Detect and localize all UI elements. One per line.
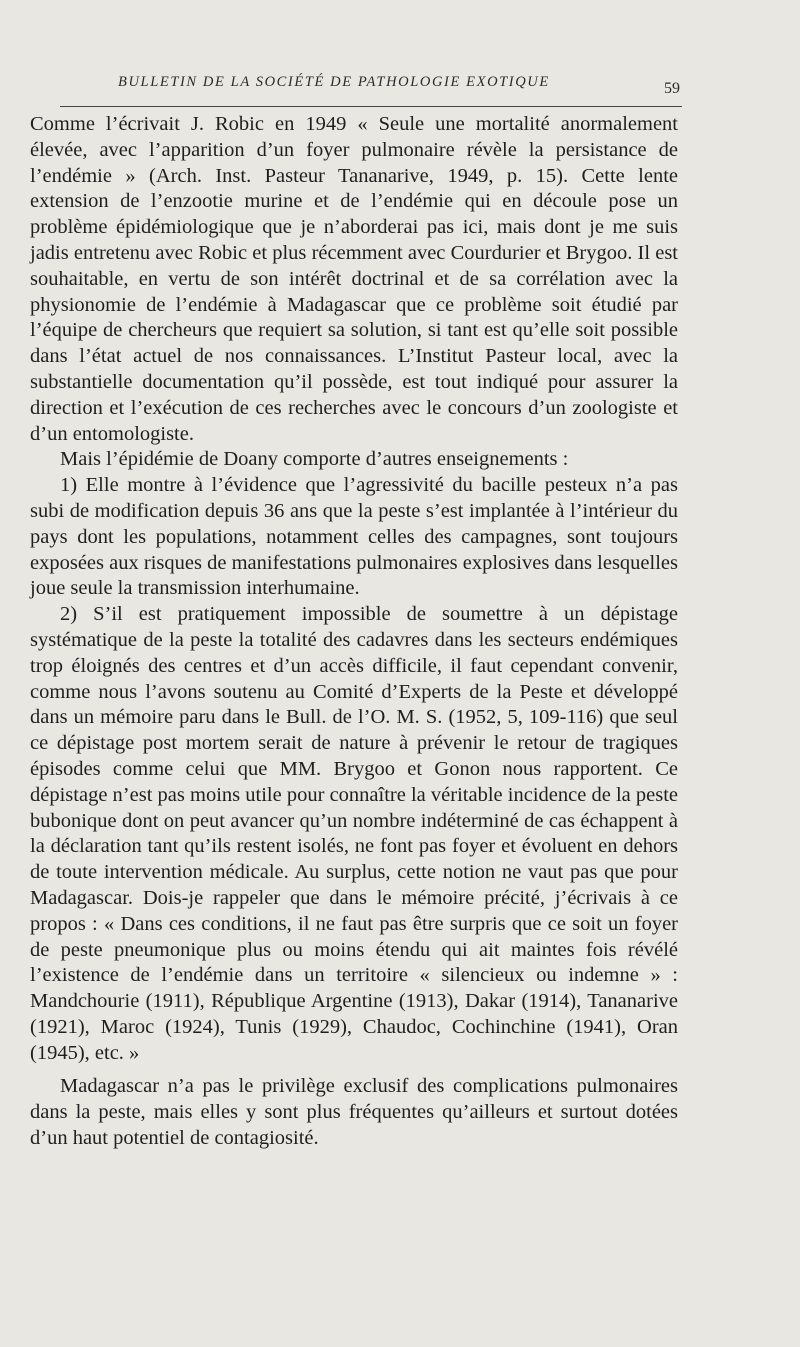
running-title: BULLETIN DE LA SOCIÉTÉ DE PATHOLOGIE EXOTIQUE [118, 74, 550, 90]
paragraph-conclusion: Madagascar n’a pas le privilège exclusif des complications pulmonaires dans la peste, mais elles y sont plus fréquentes qu’ailleurs et surtout dotées d’un haut potentiel de contagiosité. [30, 1075, 678, 1150]
page-number: 59 [664, 80, 680, 97]
paragraph-point-1: 1) Elle montre à l’évidence que l’agressivité du bacille pesteux n’a pas subi de modification depuis 36 ans que la peste s’est implantée à l’intérieur du pays dont les populations, notamment celles des campagnes, sont toujours exposées aux risques de manifestations pulmonaires explosives dans lesquelles joue seule la transmission interhumaine. [30, 474, 678, 600]
paragraph-doany-lessons: Mais l’épidémie de Doany comporte d’autres enseignements : [60, 448, 569, 471]
paragraph-point-2: 2) S’il est pratiquement impossible de soumettre à un dépistage systématique de la peste la totalité des cadavres dans les secteurs endémiques trop éloignés des centres et d’un accès difficile, il faut cependant convenir, comme nous l’avons soutenu au Comité d’Experts de la Peste et développé dans un mémoire paru dans le Bull. de l’O. M. S. (1952, 5, 109-116) que seul ce dépistage post mortem serait de nature à prévenir le retour de tragiques épisodes comme celui que MM. Brygoo et Gonon nous rapportent. Ce dépistage n’est pas moins utile pour connaître la véritable incidence de la peste bubonique dont on peut avancer qu’un nombre indéterminé de cas échappent à la déclaration tant qu’ils restent isolés, ne font pas foyer et évoluent en dehors de toute intervention médicale. Au surplus, cette notion ne vaut pas que pour Madagascar. Dois-je rappeler que dans le mémoire précité, j’écrivais à ce propos : « Dans ces conditions, il ne faut pas être surpris que ce soit un foyer de peste pneumonique plus ou moins étendu qui ait maintes fois révélé l’existence de l’endémie dans un territoire « silencieux ou indemne » : Mandchourie (1911), République Argentine (1913), Dakar (1914), Tananarive (1921), Maroc (1924), Tunis (1929), Chaudoc, Cochinchine (1941), Oran (1945), etc. » [30, 603, 678, 1064]
page-header [60, 72, 682, 107]
article-body [30, 112, 678, 1152]
paragraph-robic-quote: Comme l’écrivait J. Robic en 1949 « Seule une mortalité anormalement élevée, avec l’apparition d’un foyer pulmonaire révèle la persistance de l’endémie » (Arch. Inst. Pasteur Tananarive, 1949, p. 15). Cette lente extension de l’enzootie murine et de l’endémie qui en découle pose un problème épidémiologique que je n’aborderai pas ici, mais dont je me suis jadis entretenu avec Robic et plus récemment avec Courdurier et Brygoo. Il est souhaitable, en vertu de son intérêt doctrinal et de sa corrélation avec la physionomie de l’endémie à Madagascar que ce problème soit étudié par l’équipe de chercheurs que requiert sa solution, si tant est qu’elle soit possible dans l’état actuel de nos connaissances. L’Institut Pasteur local, avec la substantielle documentation qu’il possède, est tout indiqué pour assurer la direction et l’exécution de ces recherches avec le concours d’un zoologiste et d’un entomologiste. [30, 113, 678, 445]
